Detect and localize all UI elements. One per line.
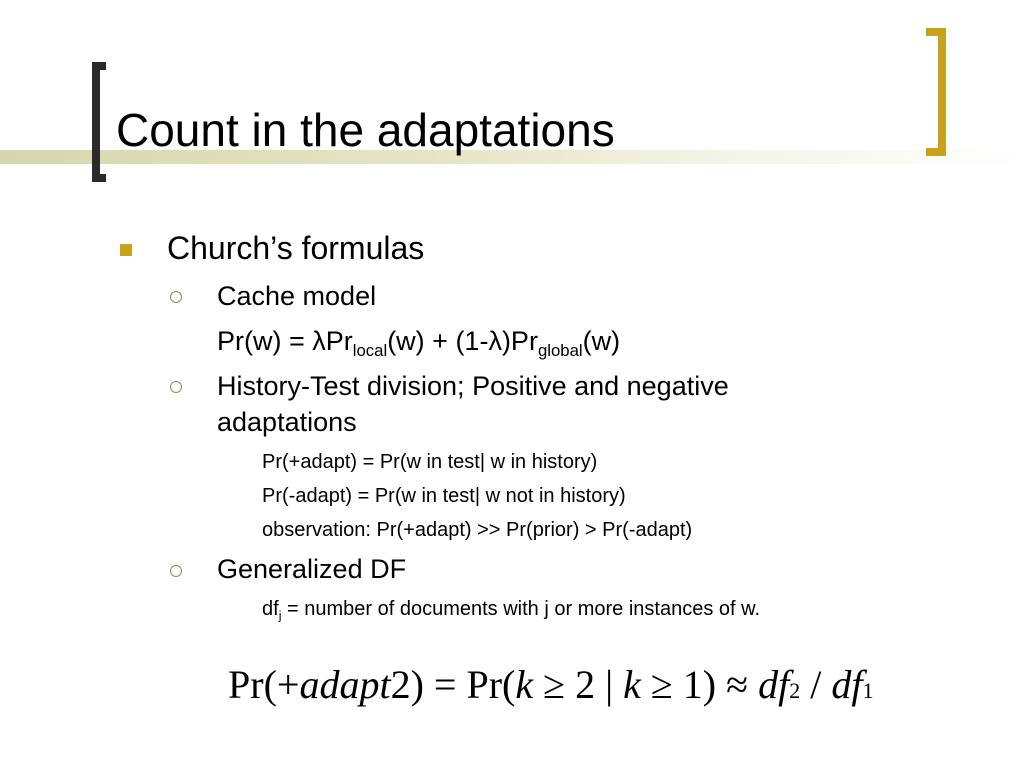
circle-bullet-icon (170, 565, 182, 577)
formula-var-adapt: adapt (299, 662, 391, 707)
adaptation-probability-formula (228, 660, 873, 716)
bullet-observation: observation: Pr(+adapt) >> Pr(prior) > Pr(-adapt) (262, 519, 693, 541)
formula-text: Pr(w) = λPr (217, 326, 353, 356)
formula-part: Pr(+ (228, 662, 300, 707)
formula-part: ≥ 2 | (533, 662, 624, 707)
bullet-cache-model: Cache model (217, 281, 377, 311)
df-definition-text: = number of documents with j or more instances of w. (281, 598, 761, 620)
formula-var-df: df (758, 662, 790, 707)
formula-part: 2) = Pr( (390, 662, 516, 707)
bullet-negative-adapt: Pr(-adapt) = Pr(w in test| w not in history) (262, 485, 626, 507)
right-bracket-decoration (926, 28, 946, 156)
bullet-church-formulas: Church’s formulas (167, 230, 425, 266)
formula-text: (w) + (1-λ)Pr (387, 326, 538, 356)
left-bracket-decoration (92, 62, 106, 182)
cache-model-formula (217, 325, 620, 358)
bullet-history-test-line2: adaptations (217, 407, 357, 437)
bullet-positive-adapt: Pr(+adapt) = Pr(w in test| w in history) (262, 451, 598, 473)
formula-part: / (800, 662, 832, 707)
bullet-history-test-line1: History-Test division; Positive and negative (217, 371, 729, 401)
bullet-dfj-definition (262, 596, 760, 622)
formula-subscript-local: local (352, 340, 388, 360)
formula-var-df: df (831, 662, 863, 707)
df-subscript-j: j (278, 608, 282, 623)
square-bullet-icon (120, 244, 132, 256)
bullet-generalized-df: Generalized DF (217, 554, 407, 584)
circle-bullet-icon (170, 381, 182, 393)
circle-bullet-icon (170, 291, 182, 303)
slide-title: Count in the adaptations (116, 104, 615, 156)
df-text: df (262, 598, 279, 620)
formula-subscript: 1 (862, 678, 874, 703)
formula-var-k: k (515, 662, 534, 707)
formula-subscript-global: global (537, 340, 583, 360)
formula-subscript: 2 (789, 678, 801, 703)
formula-text: (w) (582, 326, 621, 356)
formula-part: ≥ 1) ≈ (640, 662, 759, 707)
formula-var-k: k (623, 662, 641, 707)
